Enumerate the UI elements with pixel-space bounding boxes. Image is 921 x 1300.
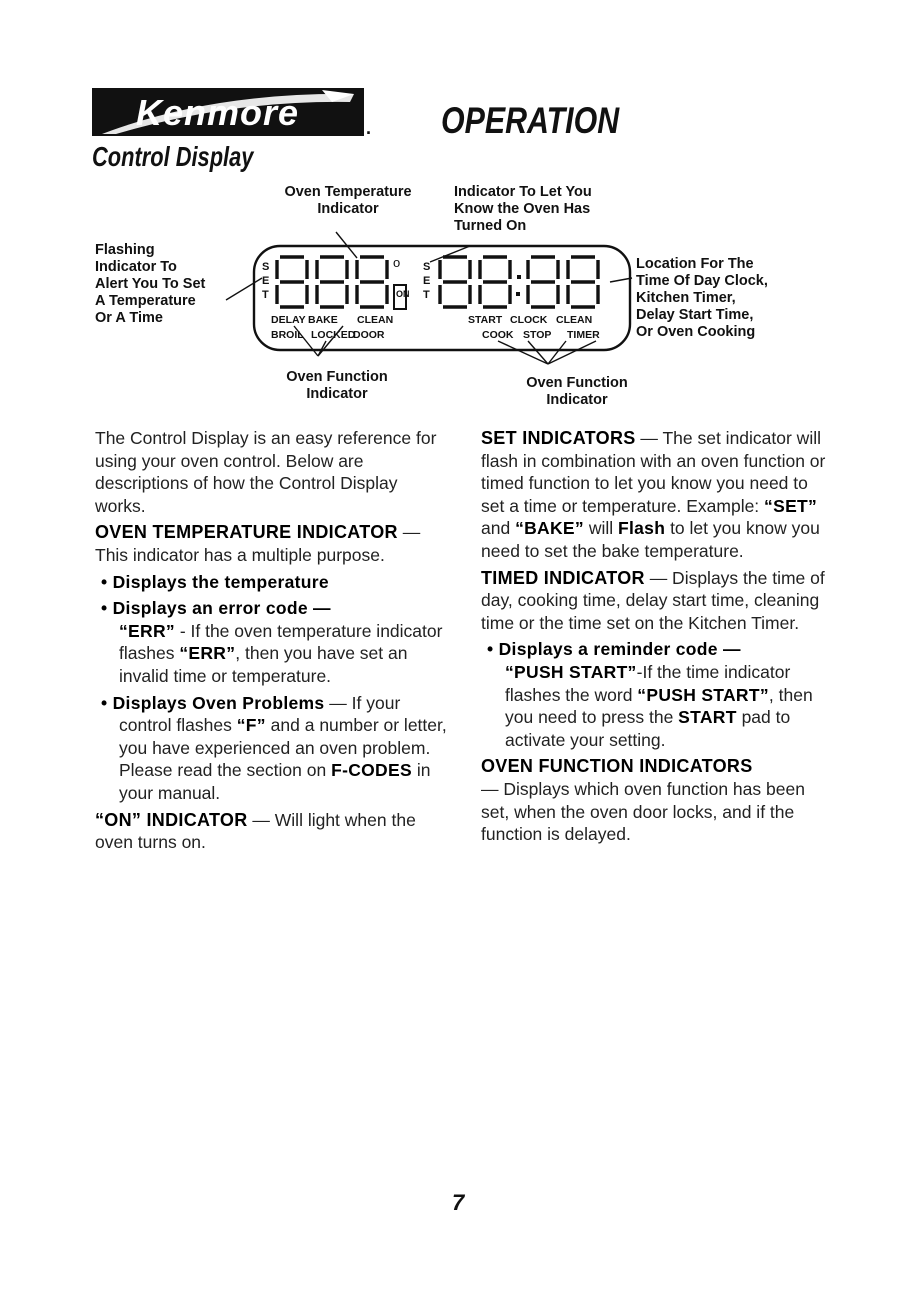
on-indicator-paragraph-text: — Will light when the oven turns on. <box>95 809 416 853</box>
oven-function-heading: OVEN FUNCTION INDICATORS <box>481 756 753 777</box>
time-digits <box>440 257 598 307</box>
set-left-t: T <box>262 289 269 301</box>
oven-temperature-paragraph <box>95 521 450 566</box>
set-text-4: to let you know you need to set the bake temperature. <box>481 518 820 561</box>
set-right-s: S <box>423 261 431 273</box>
word-clean-left: CLEAN <box>357 314 394 326</box>
bullet-error-code <box>95 597 450 687</box>
bullet-reminder-code <box>481 638 831 751</box>
set-text-1: — The set indicator will flash in combination with an oven function or timed function to let you know you need to set a time or temperature. Example: <box>481 428 826 516</box>
logo-trademark-dot: . <box>366 118 372 138</box>
f-code: “F” <box>236 715 266 736</box>
page-number: 7 <box>452 1190 465 1215</box>
page-title: OPERATION <box>441 100 620 141</box>
err-text-1: - If the oven temperature indicator flashes <box>119 620 443 664</box>
word-broil: BROIL <box>271 329 304 341</box>
flash-word: Flash <box>617 518 666 539</box>
reminder-text-3: pad to activate your setting. <box>505 707 791 750</box>
set-code: “SET” <box>764 495 818 516</box>
label-on-indicator: Indicator To Let You Know the Oven Has Turned On <box>454 184 592 234</box>
word-timer: TIMER <box>567 329 600 341</box>
logo-text: Kenmore <box>136 92 300 133</box>
on-indicator-text: ON <box>396 289 410 299</box>
f-codes-reference: F-CODES <box>331 760 412 781</box>
bake-code: “BAKE” <box>515 518 584 539</box>
word-cook: COOK <box>482 329 514 341</box>
word-start: START <box>468 314 503 326</box>
word-stop: STOP <box>523 329 552 341</box>
oven-function-text: — Displays which oven function has been set, when the oven door locks, and if the function is delayed. <box>481 778 805 845</box>
set-right-e: E <box>423 275 431 287</box>
set-indicators-heading: SET INDICATORS <box>481 428 636 448</box>
word-clean-right: CLEAN <box>556 314 593 326</box>
label-location-clock: Location For The Time Of Day Clock, Kitchen Timer, Delay Start Time, Or Oven Cooking <box>636 256 768 340</box>
set-indicators-paragraph <box>481 427 831 563</box>
left-column <box>95 427 450 858</box>
word-door: DOOR <box>353 329 385 341</box>
timed-indicator-text: — Displays the time of day, cooking time, delay start time, cleaning time or the time set on the Kitchen Timer. <box>481 567 825 633</box>
err-code: “ERR” <box>119 620 175 641</box>
err-text-2: , then you have set an invalid time or temperature. <box>119 643 408 686</box>
temperature-digits <box>277 257 387 307</box>
label-oven-function-right: Oven Function Indicator <box>526 375 628 408</box>
bullet-displays-temperature-text: • Displays the temperature <box>101 571 329 592</box>
control-display-diagram <box>0 0 921 430</box>
label-flashing-indicator: Flashing Indicator To Alert You To Set A Temperature Or A Time <box>95 242 206 326</box>
push-start-code: “PUSH START” <box>505 661 637 682</box>
function-words-left <box>271 314 393 341</box>
set-left-s: S <box>262 261 270 273</box>
function-words-right <box>468 314 600 341</box>
start-pad-word: START <box>678 707 737 728</box>
set-text-3: will <box>583 518 618 539</box>
reminder-text-1: -If the time indicator flashes the word <box>505 661 791 705</box>
reminder-text-2: , then you need to press the <box>505 684 813 728</box>
set-right-t: T <box>423 289 430 301</box>
oven-problems-title: • Displays Oven Problems <box>101 692 325 713</box>
set-indicator-right <box>423 261 430 301</box>
word-delay: DELAY <box>271 314 306 326</box>
timed-indicator-paragraph <box>481 567 831 635</box>
oven-problems-text-1: — If your control flashes <box>119 692 401 736</box>
timed-indicator-heading: TIMED INDICATOR <box>481 567 645 588</box>
bullet-oven-problems <box>95 692 450 805</box>
oven-function-paragraph <box>481 755 831 845</box>
oven-problems-text-2: and a number or letter, you have experienced an oven problem. Please read the section on <box>119 715 447 781</box>
degree-symbol: o <box>393 255 401 270</box>
oven-problems-text-3: in your manual. <box>119 760 431 803</box>
push-start-code-2: “PUSH START” <box>637 684 769 705</box>
intro-paragraph: The Control Display is an easy reference for using your oven control. Below are descriptions of how the Control Display works. <box>95 428 437 516</box>
oven-temperature-heading: OVEN TEMPERATURE INDICATOR <box>95 522 398 543</box>
word-clock: CLOCK <box>510 314 548 326</box>
reminder-code-title: • Displays a reminder code — <box>487 639 741 660</box>
set-left-e: E <box>262 275 270 287</box>
right-column <box>481 427 831 850</box>
label-oven-function-left: Oven Function Indicator <box>286 369 388 402</box>
err-code-2: “ERR” <box>179 643 236 664</box>
word-locked: LOCKED <box>311 329 356 341</box>
bullet-error-code-title: • Displays an error code — <box>101 598 331 619</box>
on-indicator-paragraph <box>95 809 450 854</box>
set-indicator-left <box>262 261 269 301</box>
word-bake: BAKE <box>308 314 338 326</box>
section-title: Control Display <box>92 141 254 172</box>
on-indicator-heading: “ON” INDICATOR <box>95 809 248 830</box>
set-text-2: and <box>481 518 516 539</box>
label-oven-temperature: Oven Temperature Indicator <box>284 184 412 217</box>
bullet-displays-temperature <box>95 571 450 594</box>
oven-temperature-text: — This indicator has a multiple purpose. <box>95 522 421 565</box>
